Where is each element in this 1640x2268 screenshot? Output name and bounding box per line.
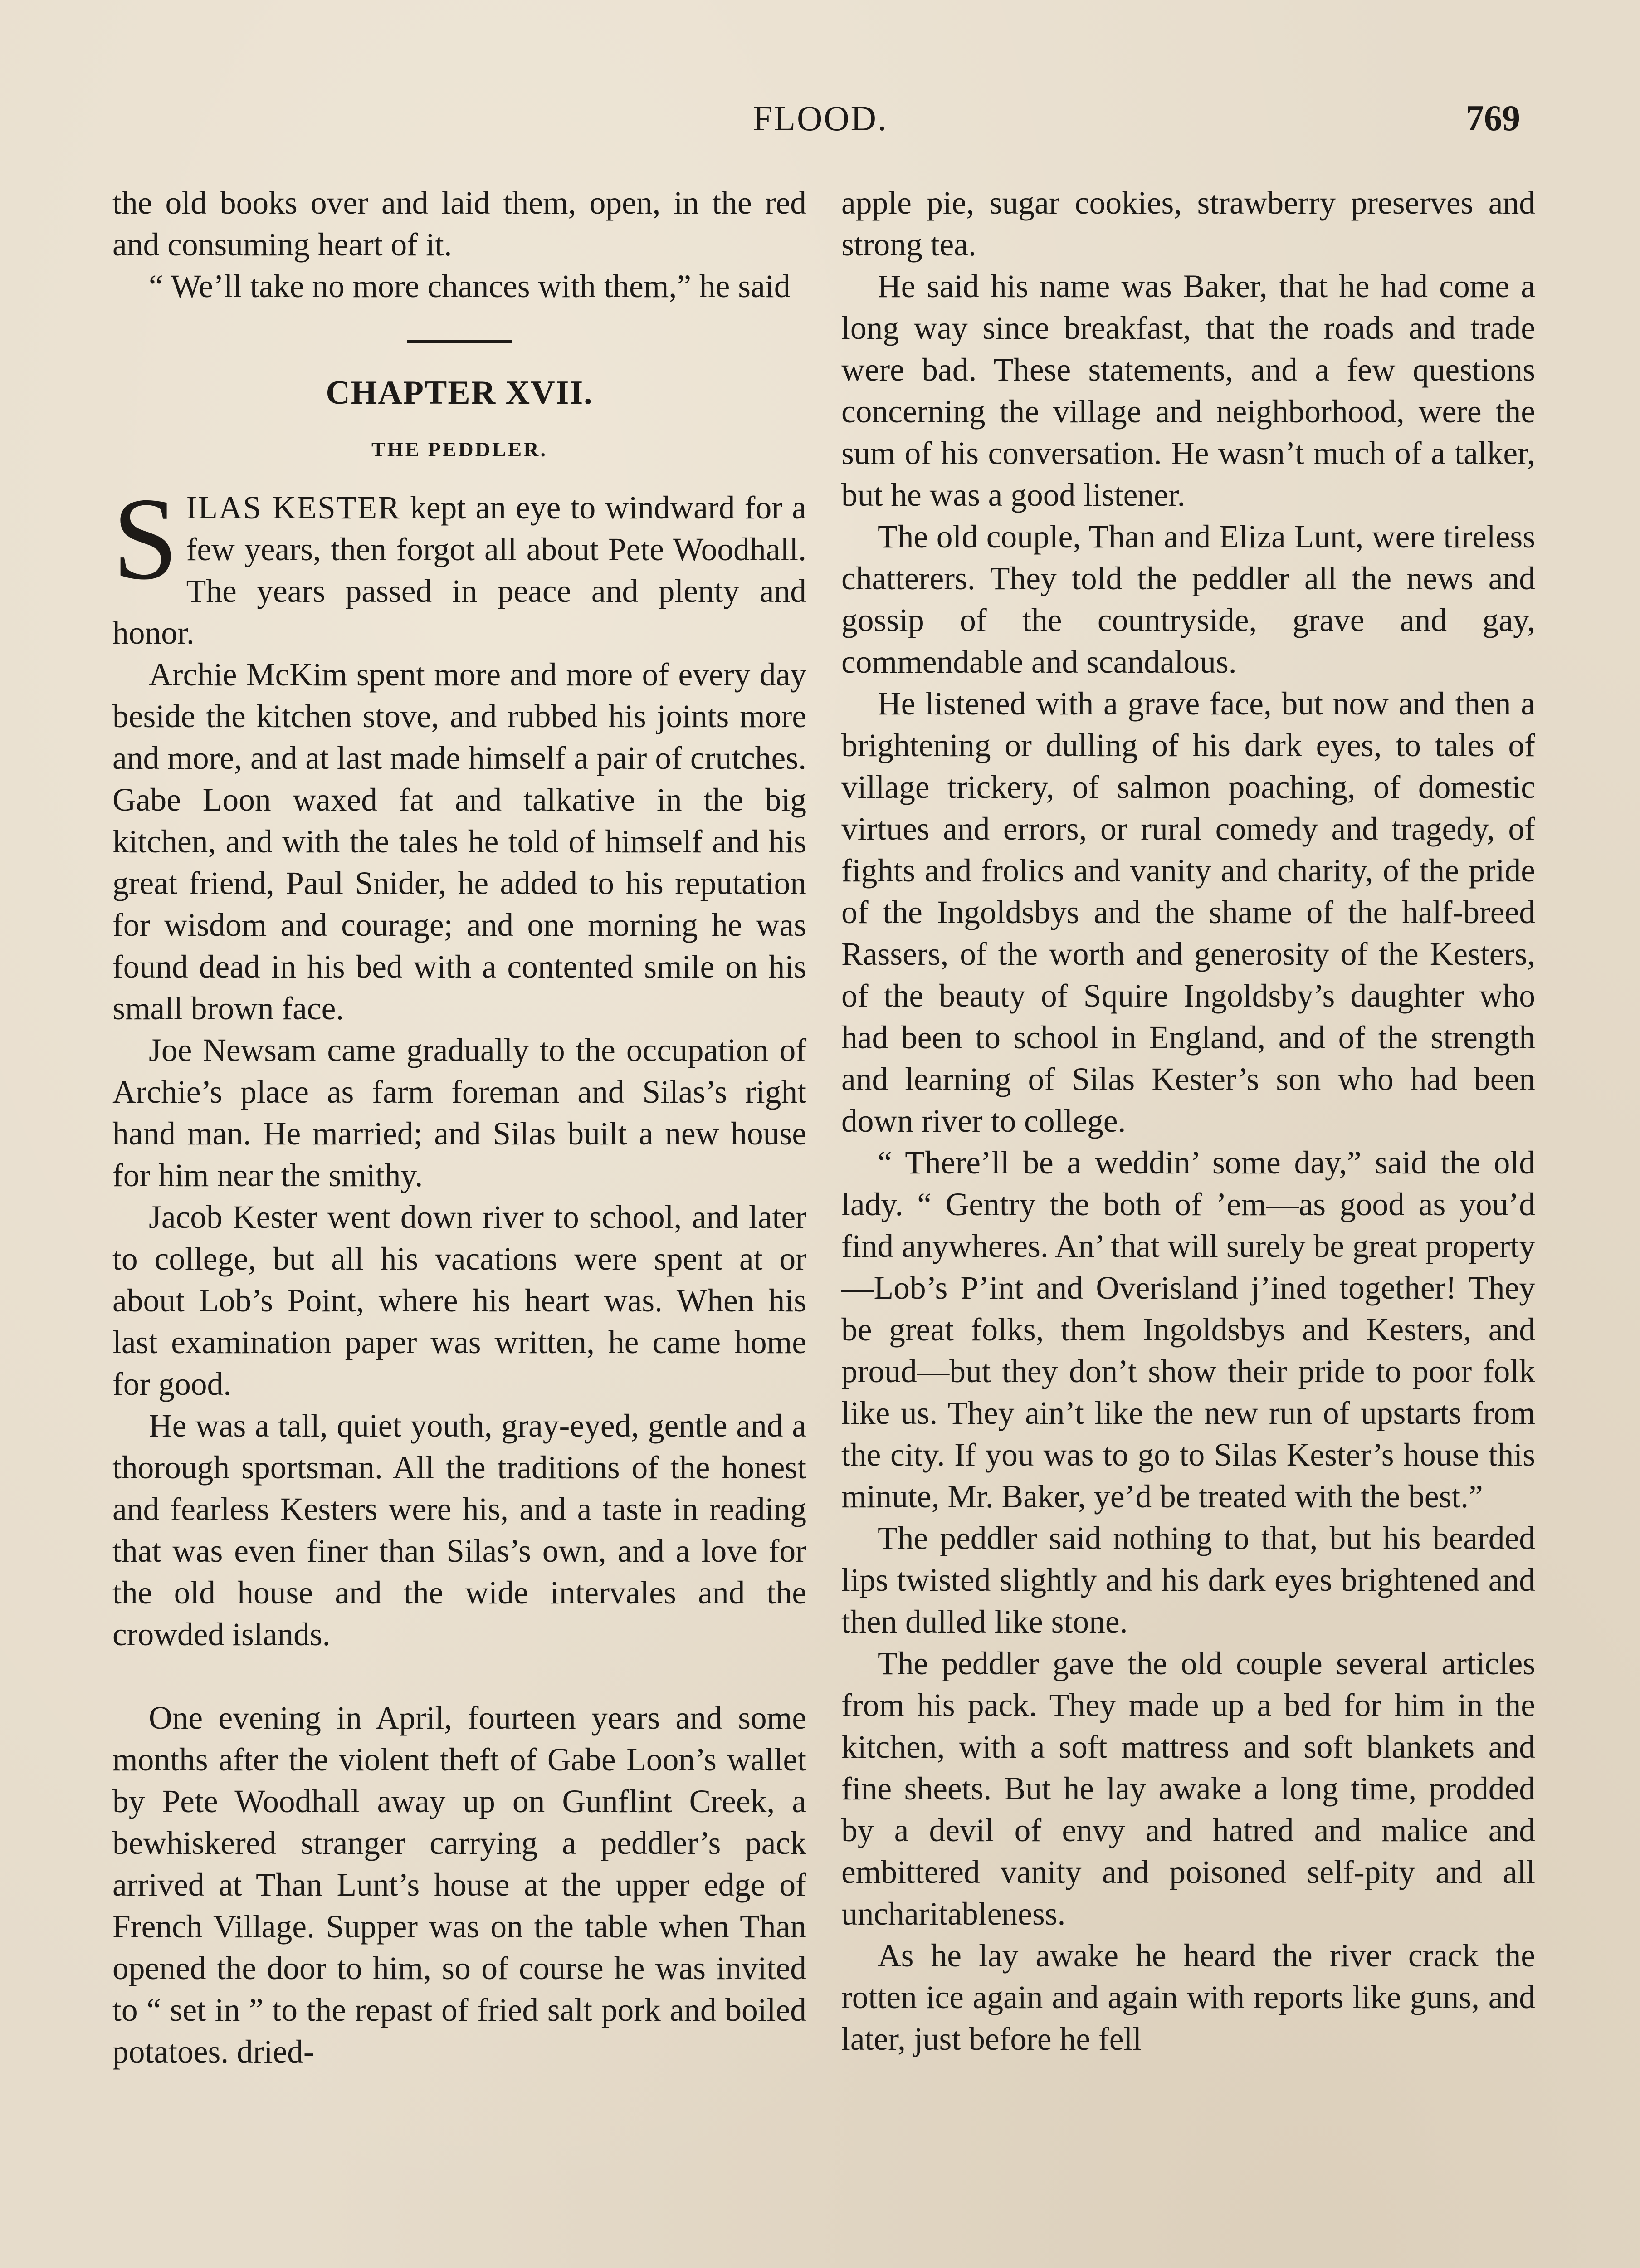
paragraph: He was a tall, quiet youth, gray-eyed, gentle and a thorough sportsman. All the traditions of the honest and fearless Kesters were his, and a taste in reading that was even finer than Silas’s own, and a love for the old house and the wide intervales and the crowded islands. bbox=[112, 1408, 806, 1652]
paragraph-text: kept an eye to windward for a few years, then forgot all about Pete Woodhall. The years passed in peace and plenty and honor. bbox=[112, 490, 806, 651]
left-column bbox=[112, 182, 806, 2073]
paragraph: “ There’ll be a weddin’ some day,” said the old lady. “ Gentry the both of ’em—as good as you’d find anywheres. An’ that will surely be great property—Lob’s P’int and Overisland j’ined together! They be great folks, them Ingoldsbys and Kesters, and proud—but they don’t show their pride to poor folk like us. They ain’t like the new run of upstarts from the city. If you was to go to Silas Kester’s house this minute, Mr. Baker, ye’d be treated with the best.” bbox=[841, 1145, 1535, 1515]
paragraph: “ We’ll take no more chances with them,” he said bbox=[149, 269, 791, 304]
paragraph: Archie McKim spent more and more of every day beside the kitchen stove, and rubbed his joints more and more, and at last made himself a pair of crutches. Gabe Loon waxed fat and talkative in the big kitchen, and with the tales he told of himself and his great friend, Paul Snider, he added to his reputation for wisdom and courage; and one morning he was found dead in his bed with a contented smile on his small brown face. bbox=[112, 657, 806, 1026]
right-column bbox=[841, 182, 1535, 2060]
drop-cap: S bbox=[112, 474, 178, 604]
paragraph: The old couple, Than and Eliza Lunt, were tireless chatterers. They told the peddler all the news and gossip of the countryside, grave and gay, commendable and scandalous. bbox=[841, 519, 1535, 680]
paragraph: He listened with a grave face, but now and then a brightening or dulling of his dark eyes, to tales of village trickery, of salmon poaching, of domestic virtues and errors, or rural comedy and tragedy, of fights and frolics and vanity and charity, of the pride of the Ingoldsbys and the shame of the half-breed Rassers, of the worth and generosity of the Kesters, of the beauty of Squire Ingoldsby’s daughter who had been to school in England, and of the strength and learning of Silas Kester’s son who had been down river to college. bbox=[841, 686, 1535, 1139]
paragraph: Jacob Kester went down river to school, and later to college, but all his vacations were spent at or about Lob’s Point, where his heart was. When his last examination paper was written, he came home for good. bbox=[112, 1199, 806, 1402]
paragraph: He said his name was Baker, that he had come a long way since breakfast, that the roads and trade were bad. These statements, and a few questions concerning the village and neighborhood, were the sum of his conversation. He wasn’t much of a talker, but he was a good listener. bbox=[841, 269, 1535, 513]
running-title: FLOOD. bbox=[753, 98, 888, 138]
page-number: 769 bbox=[1466, 98, 1520, 138]
paragraph: apple pie, sugar cookies, strawberry preserves and strong tea. bbox=[841, 185, 1535, 263]
lead-in-caps: ILAS KESTER bbox=[186, 490, 400, 526]
chapter-title: CHAPTER XVII. bbox=[326, 374, 593, 411]
paragraph: The peddler said nothing to that, but his bearded lips twisted slightly and his dark eyes brightened and then dulled like stone. bbox=[841, 1520, 1535, 1640]
paragraph: The peddler gave the old couple several articles from his pack. They made up a bed for him in the kitchen, with a soft mattress and soft blankets and fine sheets. But he lay awake a long time, prodded by a devil of envy and hatred and malice and embittered vanity and poisoned self-pity and all uncharitableness. bbox=[841, 1646, 1535, 1932]
section-divider bbox=[407, 340, 512, 343]
opening-paragraph bbox=[112, 474, 806, 654]
running-head bbox=[0, 98, 1640, 148]
paragraph: One evening in April, fourteen years and some months after the violent theft of Gabe Loon’s wallet by Pete Woodhall away up on Gunflint Creek, a bewhiskered stranger carrying a peddler’s pack arrived at Than Lunt’s house at the upper edge of French Village. Supper was on the table when Than opened the door to him, so of course he was invited to “ set in ” to the repast of fried salt pork and boiled potatoes. dried- bbox=[112, 1700, 806, 2070]
paragraph: the old books over and laid them, open, in the red and consuming heart of it. bbox=[112, 185, 806, 263]
section-title: THE PEDDLER. bbox=[371, 438, 547, 461]
paragraph: As he lay awake he heard the river crack the rotten ice again and again with reports like guns, and later, just before he fell bbox=[841, 1938, 1535, 2057]
paragraph: Joe Newsam came gradually to the occupation of Archie’s place as farm foreman and Silas’s right hand man. He married; and Silas built a new house for him near the smithy. bbox=[112, 1032, 806, 1193]
